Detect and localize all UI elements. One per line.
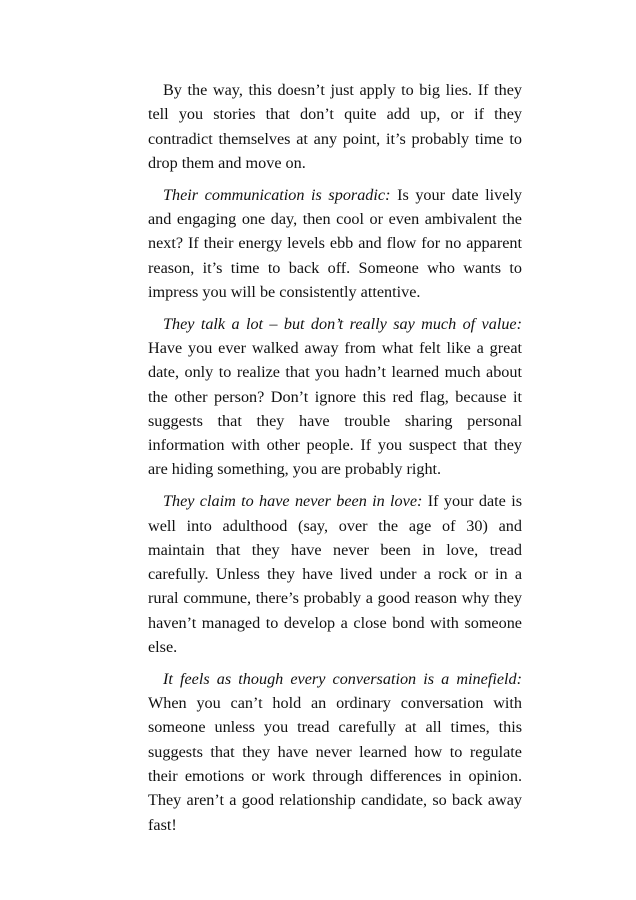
paragraph-minefield [148,667,522,837]
paragraph-sporadic-communication [148,183,522,304]
paragraph-text: When you can’t hold an ordinary conversation with someone unless you tread carefully at all times, this suggests that they have never learned how to regulate their emotions or work through differences in opinion. They aren’t a good relationship candidate, so back away fast! [148,694,522,834]
paragraph-text: By the way, this doesn’t just apply to big lies. If they tell you stories that don’t quite add up, or if they contradict themselves at any point, it’s probably time to drop them and move on. [148,81,522,172]
paragraph-talk-a-lot [148,312,522,482]
paragraph-never-in-love [148,489,522,659]
page-body [148,78,522,844]
paragraph-text: Is your date lively and engaging one day, then cool or even ambivalent the next? If their energy levels ebb and flow for no apparent reason, it’s time to back off. Someone who wants to impress you will be consistently attentive. [148,185,523,301]
paragraph-lead: They talk a lot – but don’t really say much of value: [163,314,522,333]
paragraph-text: If your date is well into adulthood (say, over the age of 30) and maintain that they have never been in love, tread carefully. Unless they have lived under a rock or in a rural commune, there’s probably a good reason why they haven’t managed to develop a close bond with someone else. [148,492,522,657]
paragraph-text: Have you ever walked away from what felt like a great date, only to realize that you hadn’t learned much about the other person? Don’t ignore this red flag, because it suggests that they have trouble sharing personal information with other people. If you suspect that they are hiding something, you are probably right. [148,338,522,479]
paragraph-lead: It feels as though every conversation is a minefield: [163,669,522,688]
paragraph-lead: They claim to have never been in love: [163,492,423,511]
paragraph-lies [148,78,522,175]
paragraph-lead: Their communication is sporadic: [163,185,391,204]
